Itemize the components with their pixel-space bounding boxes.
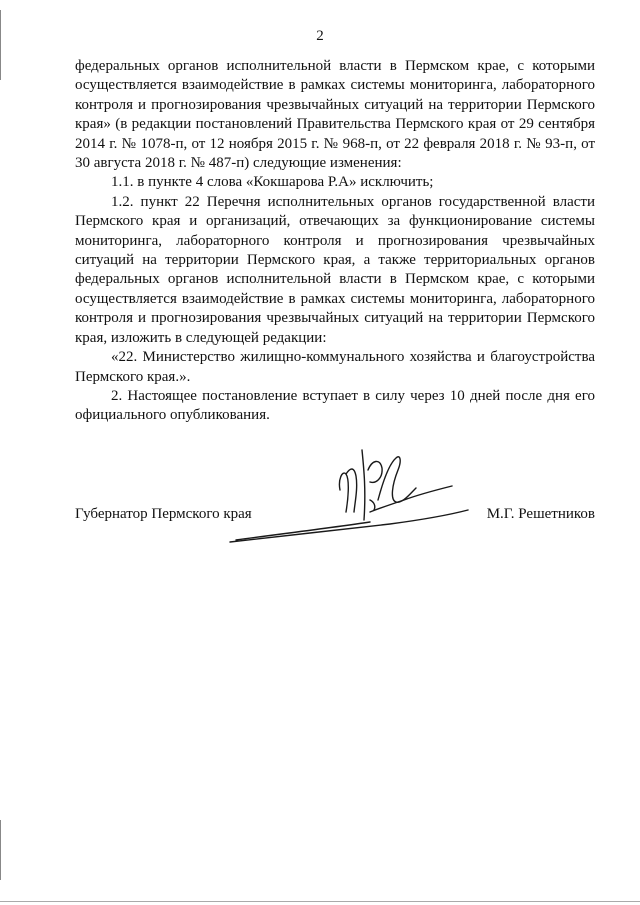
signature-block (75, 506, 595, 526)
handwritten-signature (220, 430, 480, 550)
paragraph-1-2: 1.2. пункт 22 Перечня исполнительных органов государственной власти Пермского края и организаций, отвечающих за функционирование системы мониторинга, лабораторного контроля и прогнозирования чрезвычайных ситуаций на территории Пермского края, а также территориальных органов федеральных органов исполнительной власти в Пермском крае, с которыми осуществляется взаимодействие в рамках системы мониторинга, лабораторного контроля и прогнозирования чрезвычайных ситуаций на территории Пермского края, изложить в следующей редакции: (75, 193, 595, 346)
scan-edge-mark (0, 10, 1, 80)
paragraph-1-1: 1.1. в пункте 4 слова «Кокшарова Р.А» исключить; (111, 174, 434, 191)
paragraph-2: 2. Настоящее постановление вступает в силу через 10 дней после дня его официального опубликования. (75, 387, 595, 424)
scan-edge-mark (0, 820, 1, 880)
signatory-name: М.Г. Решетников (486, 506, 595, 522)
scan-bottom-edge (0, 901, 640, 902)
page-number: 2 (316, 28, 324, 44)
paragraph-quote-22: «22. Министерство жилищно-коммунального хозяйства и благоустройства Пермского края.». (75, 349, 595, 385)
paragraph-continuation: федеральных органов исполнительной власти в Пермском крае, с которыми осуществляется взаимодействие в рамках системы мониторинга, лабораторного контроля и прогнозирования чрезвычайных ситуаций на территории Пермского края» (в редакции постановлений Правительства Пермского края от 29 сентября 2014 г. № 1078-п, от 12 ноября 2015 г. № 968-п, от 22 февраля 2018 г. № 93-п, от 30 августа 2018 г. № 487-п) следующие изменения: (75, 58, 595, 172)
signatory-title: Губернатор Пермского края (75, 506, 252, 522)
document-body (75, 57, 595, 426)
